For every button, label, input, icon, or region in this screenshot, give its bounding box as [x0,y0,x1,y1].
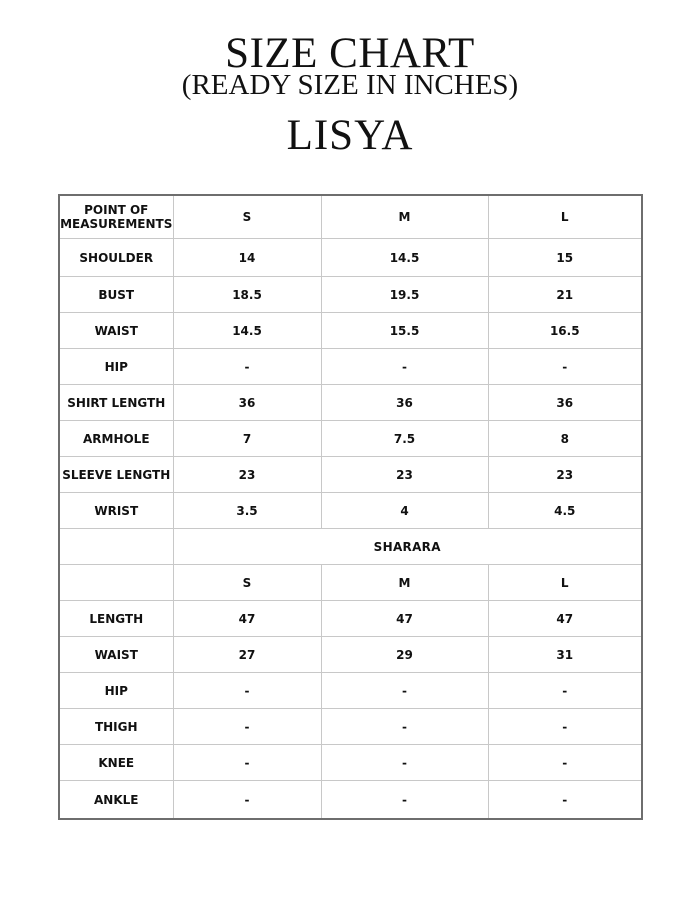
cell-value-m: 47 [321,601,488,637]
cell-value-l: 16.5 [488,313,642,349]
cell-value-s: 36 [173,385,321,421]
cell-value-l: - [488,349,642,385]
row-label: ANKLE [59,781,173,820]
shirt-header-row [59,195,642,239]
point-of-measurements-header: POINT OF MEASUREMENTS [59,195,173,239]
cell-value-s: - [173,349,321,385]
cell-value-m: 14.5 [321,239,488,277]
cell-value-m: 29 [321,637,488,673]
sharara-header-row [59,565,642,601]
size-header-l: L [488,565,642,601]
row-label: WAIST [59,313,173,349]
cell-value-s: 14.5 [173,313,321,349]
row-label: SHIRT LENGTH [59,385,173,421]
row-label: SHOULDER [59,239,173,277]
cell-value-m: 4 [321,493,488,529]
table-row [59,493,642,529]
cell-value-s: 23 [173,457,321,493]
sharara-title-row [59,529,642,565]
brand-name: LISYA [286,112,414,159]
cell-value-l: 23 [488,457,642,493]
cell-value-m: 19.5 [321,277,488,313]
table-row [59,637,642,673]
cell-value-s: - [173,745,321,781]
cell-value-l: 31 [488,637,642,673]
cell-value-m: 15.5 [321,313,488,349]
cell-value-l: 4.5 [488,493,642,529]
table-row [59,601,642,637]
cell-value-s: 7 [173,421,321,457]
row-label: KNEE [59,745,173,781]
cell-value-l: - [488,781,642,820]
row-label: SLEEVE LENGTH [59,457,173,493]
table-row [59,385,642,421]
row-label: HIP [59,673,173,709]
cell-value-m: 23 [321,457,488,493]
table-row [59,781,642,820]
cell-value-l: 36 [488,385,642,421]
empty-cell [59,565,173,601]
cell-value-m: - [321,745,488,781]
row-label: ARMHOLE [59,421,173,457]
table-row [59,277,642,313]
cell-value-m: - [321,673,488,709]
cell-value-s: 27 [173,637,321,673]
size-header-s: S [173,565,321,601]
cell-value-m: 36 [321,385,488,421]
cell-value-l: - [488,745,642,781]
cell-value-l: - [488,709,642,745]
empty-cell [59,529,173,565]
cell-value-s: 47 [173,601,321,637]
cell-value-m: - [321,349,488,385]
size-header-s: S [173,195,321,239]
cell-value-l: 21 [488,277,642,313]
table-row [59,313,642,349]
cell-value-m: - [321,709,488,745]
table-row [59,745,642,781]
size-header-m: M [321,565,488,601]
cell-value-l: - [488,673,642,709]
cell-value-l: 8 [488,421,642,457]
cell-value-s: - [173,673,321,709]
row-label: HIP [59,349,173,385]
table-row [59,709,642,745]
row-label: LENGTH [59,601,173,637]
page-subtitle: (READY SIZE IN INCHES) [181,69,519,101]
row-label: THIGH [59,709,173,745]
size-header-l: L [488,195,642,239]
table-row [59,673,642,709]
cell-value-l: 47 [488,601,642,637]
row-label: WRIST [59,493,173,529]
row-label: WAIST [59,637,173,673]
cell-value-s: 18.5 [173,277,321,313]
size-chart-table [58,194,643,820]
cell-value-s: - [173,781,321,820]
row-label: BUST [59,277,173,313]
table-row [59,457,642,493]
table-row [59,239,642,277]
table-row [59,421,642,457]
page-title: SIZE CHART [225,30,475,77]
cell-value-m: - [321,781,488,820]
cell-value-s: - [173,709,321,745]
sharara-section-title: SHARARA [173,529,642,565]
cell-value-m: 7.5 [321,421,488,457]
cell-value-s: 3.5 [173,493,321,529]
cell-value-l: 15 [488,239,642,277]
table-row [59,349,642,385]
size-header-m: M [321,195,488,239]
cell-value-s: 14 [173,239,321,277]
